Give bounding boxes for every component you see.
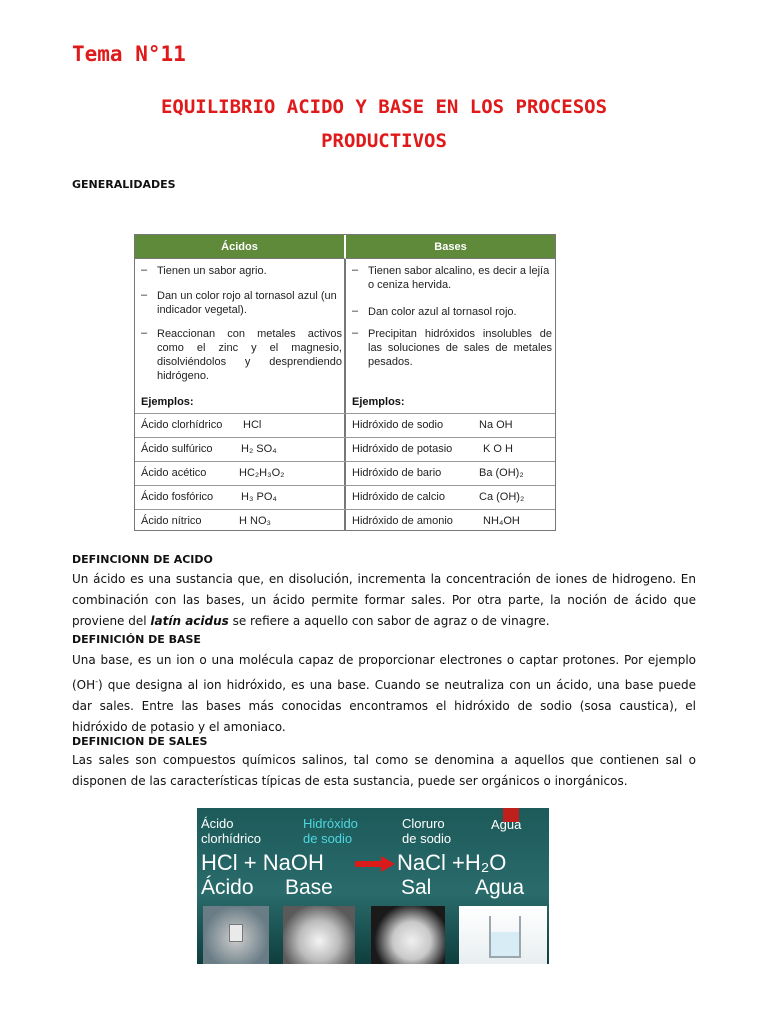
- row-divider: [135, 413, 555, 414]
- base-point: Precipitan hidróxidos insolubles de las soluciones de sales de metales pesados.: [368, 328, 552, 368]
- neutralization-equation-image: [197, 808, 549, 964]
- header-acids: Ácidos: [135, 235, 346, 259]
- water-beaker-photo: [459, 906, 547, 964]
- row-divider: [135, 509, 555, 510]
- base-example-formula: K O H: [483, 443, 513, 455]
- label-salt: Cloruro de sodio: [402, 816, 452, 846]
- acid-definition-text: Un ácido es una sustancia que, en disolución, incrementa la concentración de iones de hidrogeno. En combinación con las bases, un ácido permite formar sales. Por otra parte, la noción de ácido que proviene del latín acidus se refiere a aquello con sabor de agraz o de vinagre.: [72, 572, 696, 628]
- salt-definition-text: Las sales son compuestos químicos salinos, tal como se denomina a aquellos que contienen sal o disponen de las características típicas de esta sustancia, puede ser orgánicos o inorgánicos.: [72, 753, 696, 788]
- base-point: Dan color azul al tornasol rojo.: [368, 306, 517, 318]
- bullet-icon: –: [352, 305, 359, 317]
- acid-point: Dan un color rojo al tornasol azul (un indicador vegetal).: [157, 290, 337, 316]
- base-definition-heading: DEFINICIÓN DE BASE: [72, 633, 201, 646]
- header-bases: Bases: [346, 235, 555, 259]
- base-example-name: Hidróxido de amonio: [352, 515, 453, 527]
- base-example-name: Hidróxido de bario: [352, 467, 442, 479]
- acid-example-name: Ácido nítrico: [141, 515, 202, 527]
- acid-example-formula: H₃ PO₄: [241, 491, 277, 503]
- acid-point: Tienen un sabor agrio.: [157, 265, 267, 277]
- base-example-formula: Ca (OH)₂: [479, 491, 525, 503]
- base-example-name: Hidróxido de calcio: [352, 491, 445, 503]
- base-example-name: Hidróxido de potasio: [352, 443, 453, 455]
- label-base: Hidróxido de sodio: [303, 816, 358, 846]
- base-example-formula: NH₄OH: [483, 515, 520, 527]
- label-acid: Ácido clorhídrico: [201, 816, 261, 846]
- equation-right: NaCl +H₂O: [397, 850, 507, 875]
- acid-examples-label: Ejemplos:: [141, 396, 194, 408]
- bullet-icon: –: [141, 289, 148, 301]
- label-water: Agua: [491, 817, 522, 832]
- acid-example-name: Ácido fosfórico: [141, 491, 214, 503]
- page-title-line-1: EQUILIBRIO ACIDO Y BASE EN LOS PROCESOS: [160, 96, 608, 118]
- base-example-formula: Ba (OH)₂: [479, 467, 524, 479]
- row-divider: [135, 461, 555, 462]
- bullet-icon: –: [141, 327, 148, 339]
- acid-point: Reaccionan con metales activos como el zinc y el magnesio, disolviéndolos y desprendiendo hidrógeno.: [157, 328, 342, 382]
- base-example-name: Hidróxido de sodio: [352, 419, 444, 431]
- topic-number: Tema N°11: [72, 42, 186, 66]
- acid-example-name: Ácido clorhídrico: [141, 419, 223, 431]
- word-water: Agua: [475, 876, 525, 899]
- reaction-arrow-icon: [355, 856, 395, 872]
- word-salt: Sal: [401, 876, 432, 899]
- naoh-pellets-photo: [283, 906, 355, 964]
- bullet-icon: –: [352, 327, 359, 339]
- acids-bases-table: [134, 234, 556, 531]
- bullet-icon: –: [352, 264, 359, 276]
- salt-definition-heading: DEFINICION DE SALES: [72, 735, 208, 748]
- salt-pile-photo: [371, 906, 445, 964]
- column-divider: [344, 259, 346, 530]
- equation-left: HCl + NaOH: [201, 850, 324, 875]
- base-examples-label: Ejemplos:: [352, 396, 405, 408]
- hcl-bottle-photo: [203, 906, 269, 964]
- acid-example-name: Ácido sulfúrico: [141, 443, 213, 455]
- word-acid: Ácido: [201, 876, 254, 899]
- word-base: Base: [285, 876, 333, 899]
- acid-definition-heading: DEFINCIONN DE ACIDO: [72, 553, 213, 566]
- acid-example-formula: HC₂H₃O₂: [239, 467, 285, 479]
- acid-example-formula: H NO₃: [239, 515, 271, 527]
- row-divider: [135, 437, 555, 438]
- bullet-icon: –: [141, 264, 148, 276]
- acid-example-name: Ácido acético: [141, 467, 207, 479]
- row-divider: [135, 485, 555, 486]
- base-definition-text: Una base, es un ion o una molécula capaz de proporcionar electrones o captar protones. Por ejemplo (OH-) que designa al ion hidróxido, es una base. Cuando se neutraliza con un ácido, una base puede dar sales. Entre las bases más conocidas encontramos el hidróxido de sodio (sosa caustica), el hidróxido de potasio y el amoniaco.: [72, 653, 696, 734]
- base-point: Tienen sabor alcalino, es decir a lejía o ceniza hervida.: [368, 265, 550, 291]
- acid-example-formula: HCl: [243, 419, 262, 431]
- section-heading-generalidades: GENERALIDADES: [72, 178, 176, 191]
- acid-example-formula: H₂ SO₄: [241, 443, 277, 455]
- page-title-line-2: PRODUCTIVOS: [321, 130, 447, 152]
- base-example-formula: Na OH: [479, 419, 513, 431]
